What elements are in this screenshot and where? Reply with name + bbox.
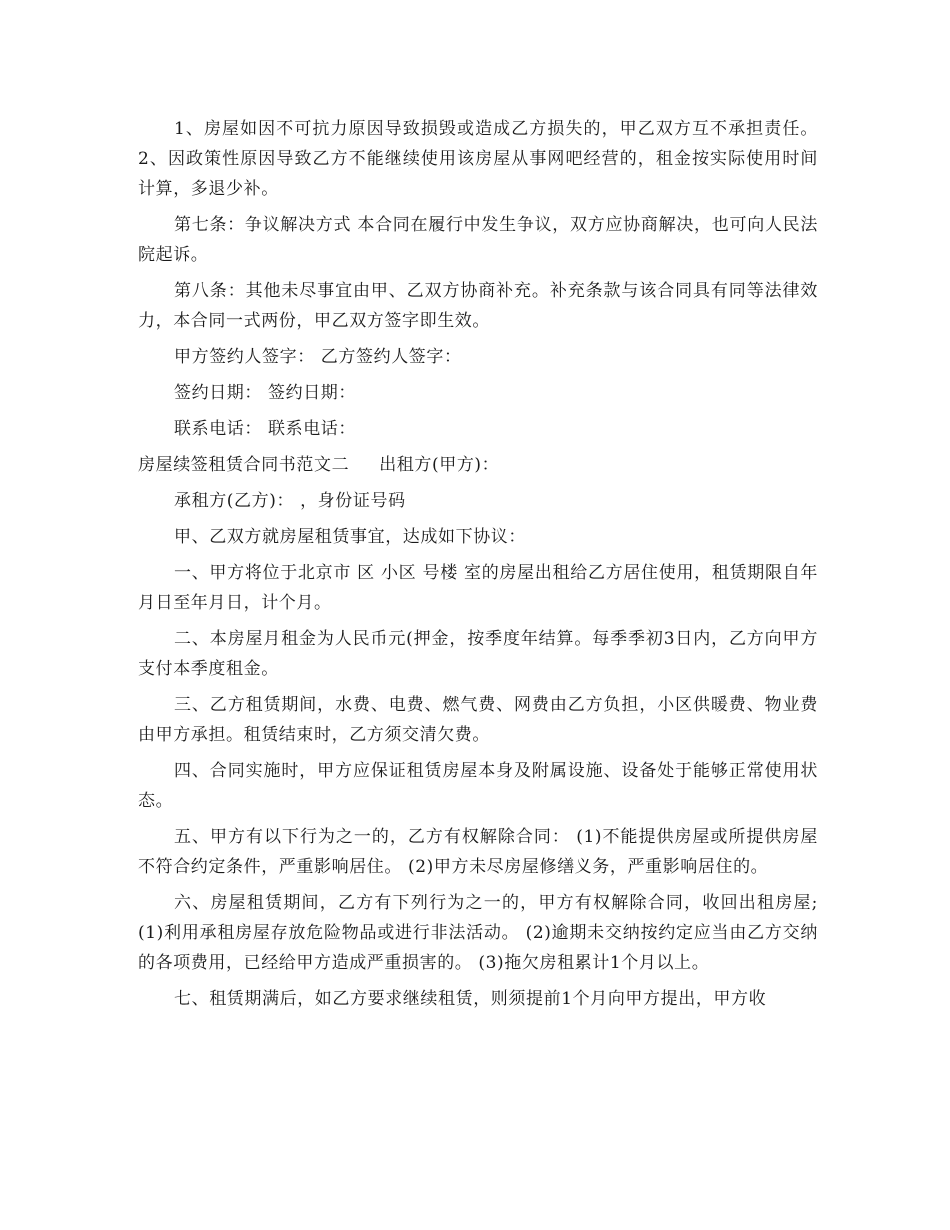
paragraph-agreement-intro: 甲、乙双方就房屋租赁事宜，达成如下协议： — [174, 527, 526, 547]
paragraph-lessee: 承租方(乙方)： ，身份证号码 — [174, 491, 406, 511]
section-heading-line — [138, 450, 818, 480]
clause-7: 七、租赁期满后，如乙方要求继续租赁，则须提前1个月向甲方提出，甲方收 — [174, 989, 767, 1009]
lessor-label: 出租方(甲方)： — [379, 455, 500, 475]
paragraph-signatures: 甲方签约人签字： 乙方签约人签字： — [174, 347, 462, 367]
paragraph-phones: 联系电话： 联系电话： — [174, 419, 357, 439]
clause-1: 一、甲方将位于北京市 区 小区 号楼 室的房屋出租给乙方居住使用，租赁期限自年月日至年月日，计个月。 — [138, 563, 818, 613]
clause-4: 四、合同实施时，甲方应保证租赁房屋本身及附属设施、设备处于能够正常使用状态。 — [138, 761, 818, 811]
paragraph-article-8: 第八条：其他未尽事宜由甲、乙双方协商补充。补充条款与该合同具有同等法律效力，本合同一式两份，甲乙双方签字即生效。 — [138, 281, 818, 331]
section-heading: 房屋续签租赁合同书范文二 — [138, 455, 350, 475]
clause-5: 五、甲方有以下行为之一的，乙方有权解除合同： (1)不能提供房屋或所提供房屋不符合约定条件，严重影响居住。 (2)甲方未尽房屋修缮义务，严重影响居住的。 — [138, 827, 818, 877]
document-body — [138, 114, 818, 1020]
paragraph-force-majeure: 1、房屋如因不可抗力原因导致损毁或造成乙方损失的，甲乙双方互不承担责任。 2、因政策性原因导致乙方不能继续使用该房屋从事网吧经营的，租金按实际使用时间计算，多退少补。 — [138, 119, 818, 199]
paragraph-article-7: 第七条：争议解决方式 本合同在履行中发生争议，双方应协商解决，也可向人民法院起诉。 — [138, 215, 818, 265]
paragraph-sign-dates: 签约日期： 签约日期： — [174, 383, 357, 403]
clause-6: 六、房屋租赁期间，乙方有下列行为之一的，甲方有权解除合同，收回出租房屋;(1)利用承租房屋存放危险物品或进行非法活动。 (2)逾期未交纳按约定应当由乙方交纳的各项费用，已经给甲方造成严重损害的。 (3)拖欠房租累计1个月以上。 — [138, 893, 818, 973]
clause-3: 三、乙方租赁期间，水费、电费、燃气费、网费由乙方负担，小区供暖费、物业费由甲方承担。租赁结束时，乙方须交清欠费。 — [138, 695, 818, 745]
clause-2: 二、本房屋月租金为人民币元(押金，按季度年结算。每季季初3日内，乙方向甲方支付本季度租金。 — [138, 629, 818, 679]
